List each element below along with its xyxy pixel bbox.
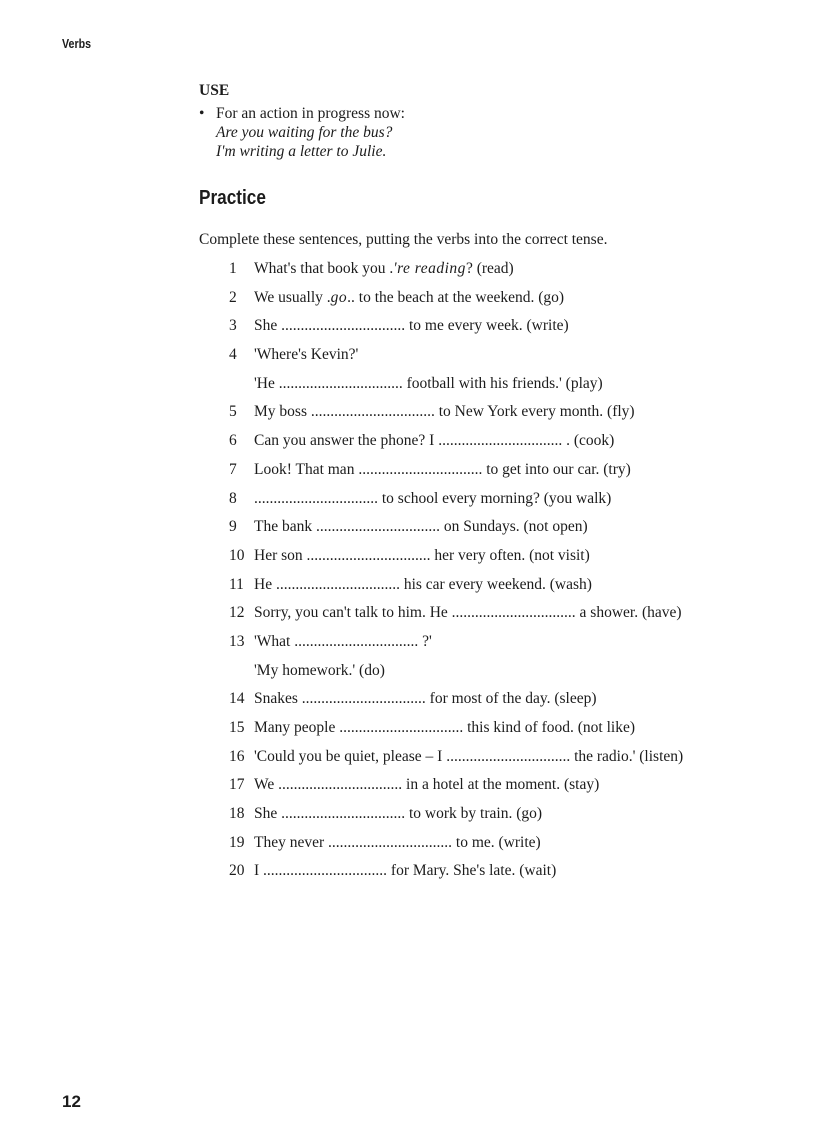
item-number: 18 (229, 805, 245, 823)
item-number: 10 (229, 546, 245, 564)
exercise-item (229, 430, 789, 459)
example-answer: go (330, 288, 348, 306)
item-text: Snakes ................................ for most of the day. (sleep) (254, 690, 597, 708)
exercise-item (229, 516, 789, 545)
exercise-item (229, 287, 789, 316)
exercise-item (229, 832, 789, 861)
item-text: 'My homework.' (do) (254, 661, 385, 679)
item-number: 11 (229, 575, 244, 593)
example-answer: 're reading (393, 260, 466, 277)
item-number: 3 (229, 317, 237, 335)
exercise-item (229, 774, 789, 803)
exercise-list (229, 258, 789, 889)
use-heading: USE (199, 82, 230, 99)
item-text-before: We usually . (254, 288, 331, 306)
page-number: 12 (62, 1092, 81, 1111)
exercise-item (229, 459, 789, 488)
item-text: We ................................ in a hotel at the moment. (stay) (254, 776, 600, 794)
exercise-item (229, 631, 789, 660)
exercise-item (229, 746, 789, 775)
item-text: I ................................ for Mary. She's late. (wait) (254, 862, 557, 880)
use-example-1: Are you waiting for the bus? (216, 124, 393, 141)
item-text: She ................................ to me every week. (write) (254, 317, 569, 335)
use-example-2: I'm writing a letter to Julie. (216, 143, 387, 160)
item-text: ................................ to school every morning? (you walk) (254, 489, 612, 507)
exercise-item (229, 373, 789, 402)
exercise-item (229, 488, 789, 517)
item-number: 19 (229, 833, 245, 851)
item-text: Many people ................................ this kind of food. (not like) (254, 719, 635, 736)
practice-instructions: Complete these sentences, putting the verbs into the correct tense. (199, 231, 608, 248)
item-text: Her son ................................ her very often. (not visit) (254, 546, 590, 564)
item-number: 2 (229, 288, 237, 306)
use-point-text: For an action in progress now: (216, 105, 405, 122)
item-number: 12 (229, 604, 245, 622)
item-number: 15 (229, 719, 245, 736)
exercise-item (229, 803, 789, 832)
item-number: 13 (229, 632, 245, 650)
item-number: 8 (229, 489, 237, 507)
exercise-item (229, 344, 789, 373)
item-number: 4 (229, 346, 237, 364)
exercise-item (229, 258, 789, 287)
exercise-item (229, 602, 789, 631)
item-text: The bank ................................ on Sundays. (not open) (254, 518, 588, 536)
exercise-item (229, 401, 789, 430)
item-text: 'Where's Kevin?' (254, 346, 359, 364)
practice-heading: Practice (199, 187, 266, 209)
item-text: My boss ................................ to New York every month. (fly) (254, 403, 635, 421)
use-point (199, 104, 759, 161)
exercise-item (229, 860, 789, 889)
item-text: She ................................ to work by train. (go) (254, 805, 543, 823)
item-text (254, 258, 514, 280)
bullet-icon: • (199, 105, 205, 122)
item-text: Sorry, you can't talk to him. He ................................ a shower. (have) (254, 604, 682, 622)
item-text: 'Could you be quiet, please – I ................................ the radio.' (listen) (254, 747, 684, 765)
item-text: 'What ................................ ?' (254, 632, 432, 650)
item-number: 20 (229, 862, 245, 880)
item-number: 7 (229, 460, 237, 478)
item-text-before: What's that book you . (254, 260, 394, 277)
item-text: They never ................................ to me. (write) (254, 833, 541, 851)
item-number: 9 (229, 518, 237, 536)
exercise-item (229, 545, 789, 574)
item-text-after: .. to the beach at the weekend. (go) (347, 288, 565, 306)
item-number: 14 (229, 690, 245, 708)
exercise-item (229, 574, 789, 603)
item-number: 5 (229, 403, 237, 421)
item-text: He ................................ his car every weekend. (wash) (254, 575, 592, 593)
item-text: 'He ................................ football with his friends.' (play) (254, 374, 603, 392)
use-block (199, 82, 759, 161)
item-text-after: ? (read) (465, 260, 514, 277)
running-head: Verbs (62, 36, 92, 51)
item-number: 6 (229, 432, 237, 450)
exercise-item (229, 315, 789, 344)
item-text: Can you answer the phone? I ................................ . (cook) (254, 432, 615, 450)
exercise-item (229, 660, 789, 689)
exercise-item (229, 688, 789, 717)
item-number: 1 (229, 260, 237, 277)
item-text: Look! That man ................................ to get into our car. (try) (254, 460, 631, 478)
item-number: 16 (229, 747, 245, 765)
exercise-item (229, 717, 789, 746)
item-number: 17 (229, 776, 245, 794)
item-text (254, 287, 564, 309)
